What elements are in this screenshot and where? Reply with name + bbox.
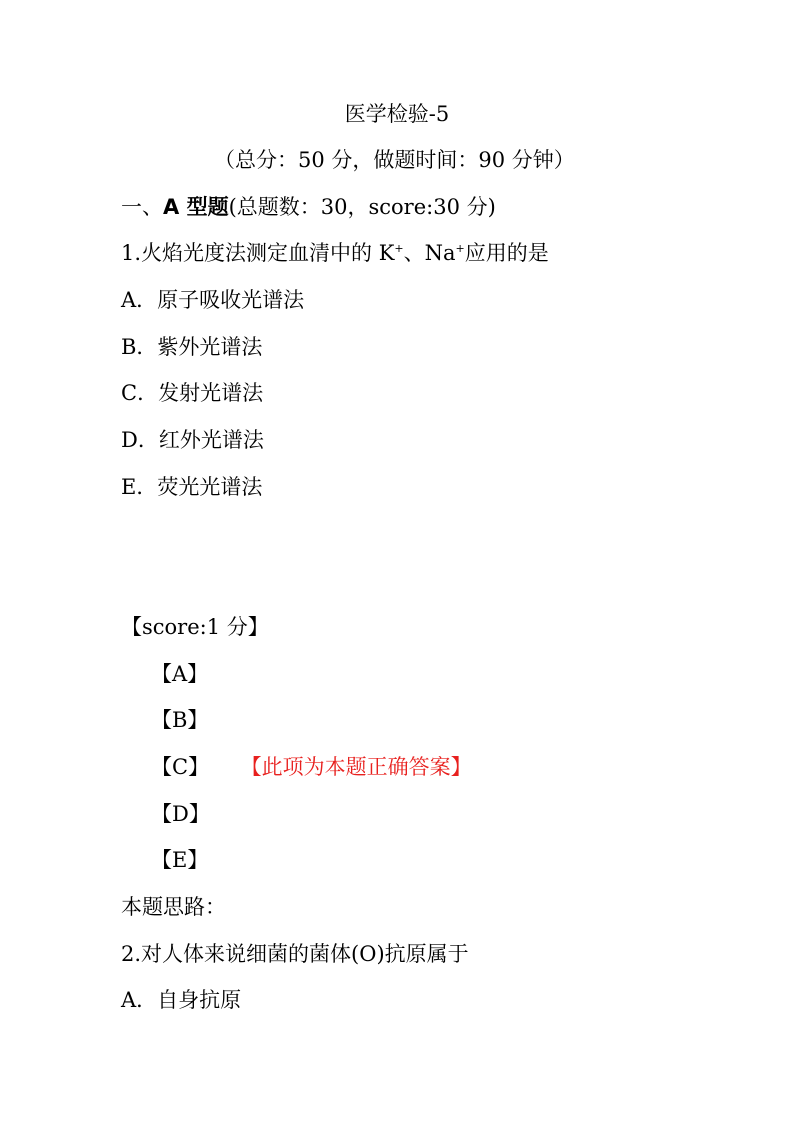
question-1-stem-part: 应用的是 — [464, 241, 549, 265]
section-meta: (总题数：30，score:30 分) — [228, 195, 496, 219]
question-1-score: 【score:1 分】 — [121, 615, 269, 639]
answer-b: 【B】 — [151, 708, 209, 732]
analysis-label: 本题思路： — [121, 895, 226, 919]
section-prefix: 一、 — [121, 195, 163, 219]
question-2-option-a: A．自身抗原 — [121, 988, 242, 1012]
question-1-stem-part: 、Na — [403, 241, 456, 265]
correct-answer-note: 【此项为本题正确答案】 — [251, 755, 472, 779]
question-1-option-b: B．紫外光谱法 — [121, 335, 263, 359]
section-heading — [121, 193, 496, 221]
answer-c-row — [151, 753, 472, 781]
question-1-option-e: E．荧光光谱法 — [121, 475, 263, 499]
question-1-option-c: C．发射光谱法 — [121, 381, 264, 405]
answer-e: 【E】 — [151, 848, 209, 872]
doc-subtitle: （总分：50 分，做题时间：90 分钟） — [214, 148, 575, 172]
superscript: + — [394, 242, 404, 255]
question-1-option-d: D．红外光谱法 — [121, 428, 264, 452]
question-1-stem — [121, 239, 549, 267]
section-name: A 型题 — [163, 195, 229, 219]
question-1-option-a: A．原子吸收光谱法 — [121, 288, 305, 312]
question-1-stem-part: 1.火焰光度法测定血清中的 K — [121, 241, 395, 265]
answer-d: 【D】 — [151, 802, 210, 826]
superscript: + — [455, 242, 465, 255]
doc-title: 医学检验-5 — [344, 102, 450, 126]
answer-a: 【A】 — [151, 662, 209, 686]
question-2-stem: 2.对人体来说细菌的菌体(O)抗原属于 — [121, 942, 469, 966]
answer-c: 【C】 — [151, 755, 210, 779]
